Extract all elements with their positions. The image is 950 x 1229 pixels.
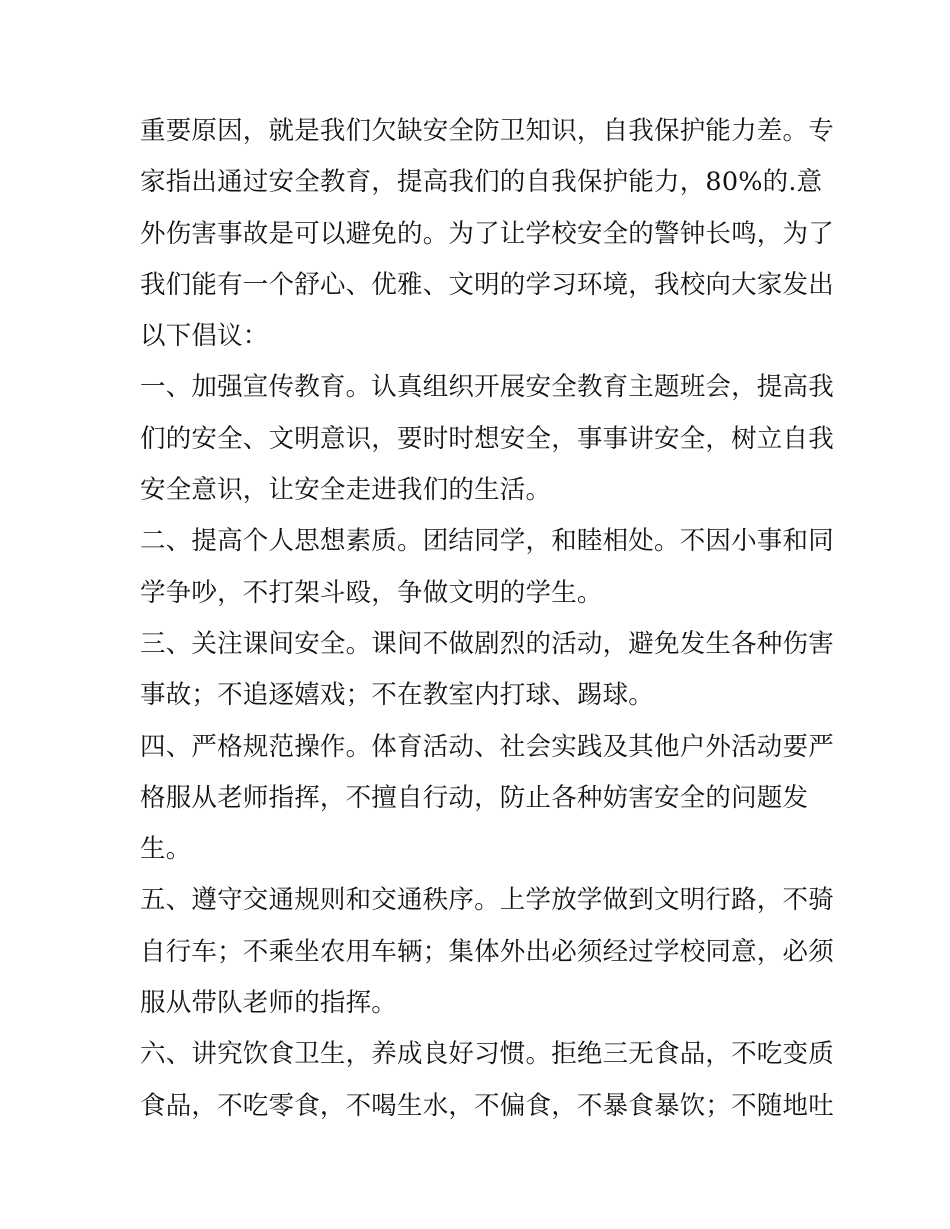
text-line: 一、加强宣传教育。认真组织开展安全教育主题班会，提高我: [140, 372, 834, 403]
text-line: 五、遵守交通规则和交通秩序。上学放学做到文明行路，不骑: [140, 885, 834, 916]
text-line: 安全意识，让安全走进我们的生活。: [140, 475, 552, 506]
text-line: 我们能有一个舒心、优雅、文明的学习环境，我校向大家发出: [140, 269, 834, 300]
text-line: 学争吵，不打架斗殴，争做文明的学生。: [140, 577, 603, 608]
text-line: 四、严格规范操作。体育活动、社会实践及其他户外活动要严: [140, 731, 834, 762]
text-line: 们的安全、文明意识，要时时想安全，事事讲安全，树立自我: [140, 423, 834, 454]
text-line: 生。: [140, 834, 192, 865]
text-line: 重要原因，就是我们欠缺安全防卫知识，自我保护能力差。专: [140, 116, 834, 146]
text-line: 家指出通过安全教育，提高我们的自我保护能力，80%的.意: [140, 167, 823, 198]
text-line: 六、讲究饮食卫生，养成良好习惯。拒绝三无食品，不吃变质: [140, 1039, 834, 1070]
text-line: 事故；不追逐嬉戏；不在教室内打球、踢球。: [140, 680, 655, 711]
text-line: 三、关注课间安全。课间不做剧烈的活动，避免发生各种伤害: [140, 628, 834, 659]
text-line: 自行车；不乘坐农用车辆；集体外出必须经过学校同意，必须: [140, 936, 834, 967]
document-body: [140, 106, 834, 1132]
text-line: 格服从老师指挥，不擅自行动，防止各种妨害安全的问题发: [140, 782, 809, 813]
text-line: 二、提高个人思想素质。团结同学，和睦相处。不因小事和同: [140, 526, 834, 557]
text-line: 食品，不吃零食，不喝生水，不偏食，不暴食暴饮；不随地吐: [140, 1090, 834, 1121]
text-line: 外伤害事故是可以避免的。为了让学校安全的警钟长鸣，为了: [140, 218, 834, 249]
text-line: 服从带队老师的指挥。: [140, 988, 398, 1019]
text-line: 以下倡议：: [140, 321, 269, 352]
